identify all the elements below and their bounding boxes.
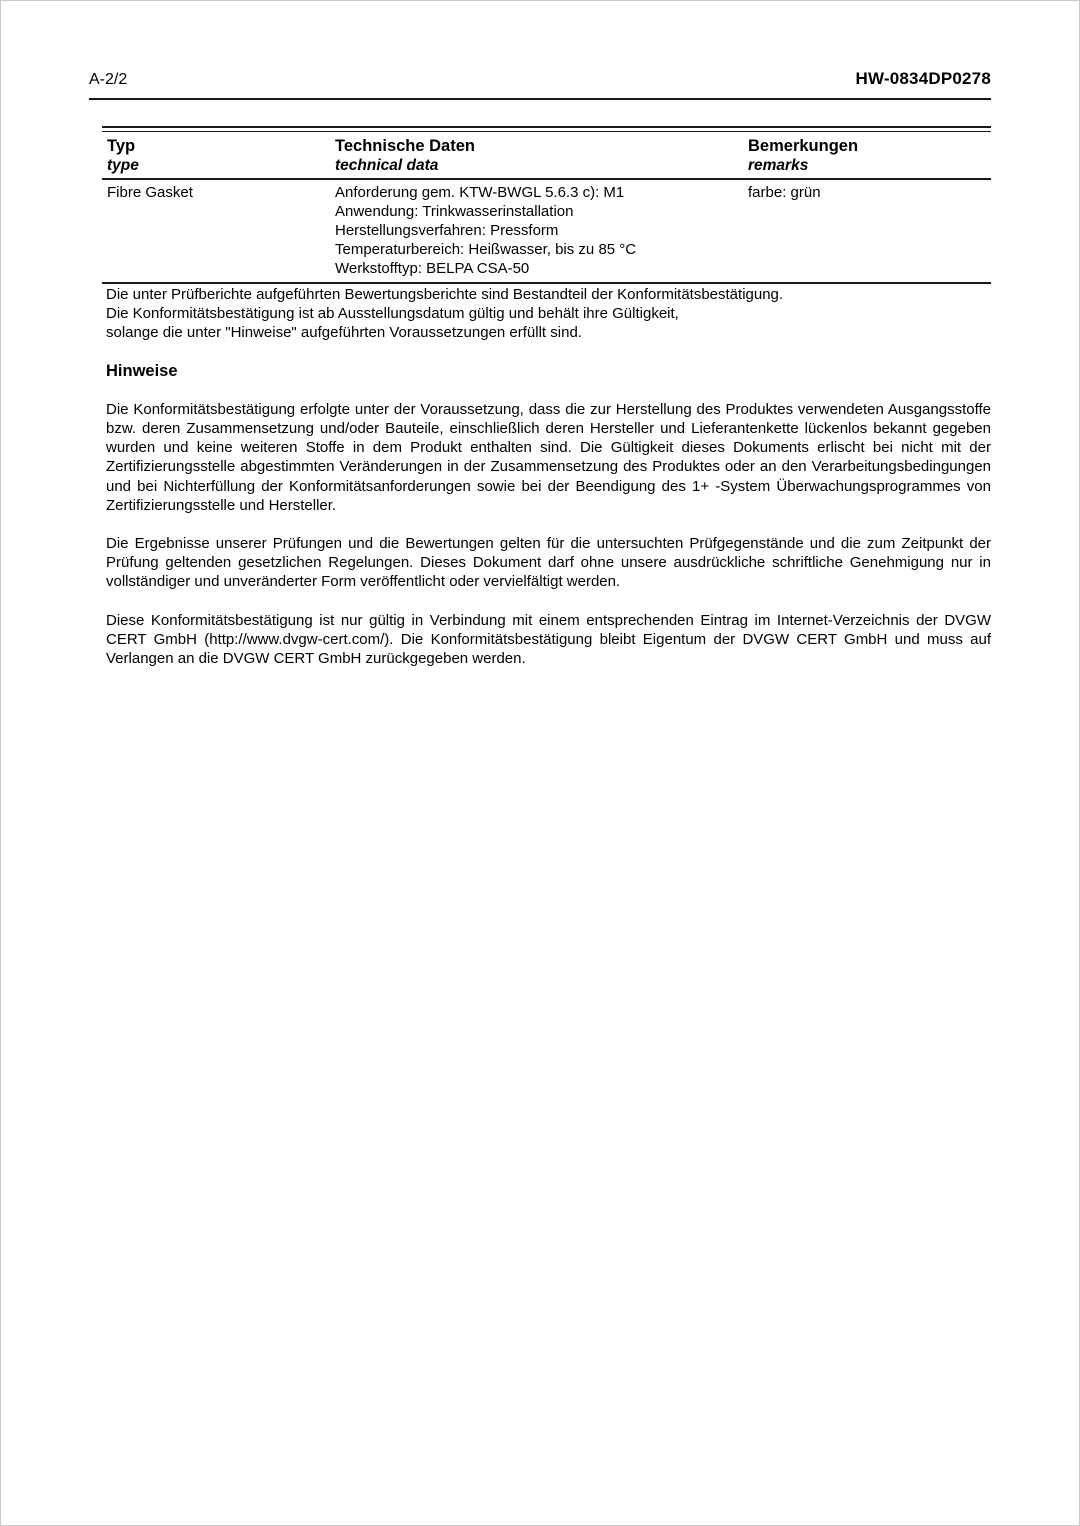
tech-data-line: Werkstofftyp: BELPA CSA-50 [335,260,530,277]
notes-paragraph: Die Ergebnisse unserer Prüfungen und die Bewertungen gelten für die untersuchten Prüfgegenstände und die zum Zeitpunkt der Prüfung geltenden gesetzlichen Regelungen. Dieses Dokument darf ohne unsere ausdrückliche schriftliche Genehmigung nur in vollständiger und unveränderter Form veröffentlicht oder vervielfältigt werden. [106,535,991,591]
intro-paragraph [106,285,991,343]
col-label: Technische Daten [335,137,475,155]
body-content [106,285,991,668]
notes-paragraph: Die Konformitätsbestätigung erfolgte unter der Voraussetzung, dass die zur Herstellung des Produktes verwendeten Ausgangsstoffe bzw. deren Zusammensetzung und/oder Bauteile, einschließlich deren Hersteller und Lieferantenkette lückenlos bekannt gegeben wurden und keine weiteren Stoffe in dem Produkt enthalten sind. Die Gültigkeit dieses Dokuments erlischt bei nicht mit der Zertifizierungsstelle abgestimmten Veränderungen in der Zusammensetzung des Produktes oder an den Verarbeitungsbedingungen und bei Nichterfüllung der Konformitätsanforderungen sowie bei der Beendigung des 1+ -System Überwachungsprogrammes von Zertifizierungsstelle und Hersteller. [106,400,991,514]
remarks-value: farbe: grün [748,184,821,201]
intro-line: Die Konformitätsbestätigung ist ab Ausstellungsdatum gültig und behält ihre Gültigkeit, [106,305,679,323]
tech-data-line: Anwendung: Trinkwasserinstallation [335,203,574,220]
intro-line: Die unter Prüfberichte aufgeführten Bewertungsberichte sind Bestandteil der Konformitätsbestätigung. [106,286,784,303]
col-header-technische-daten [330,136,743,175]
col-header-bemerkungen [743,136,991,175]
cell-technische-daten [330,183,743,278]
col-header-typ [102,136,330,175]
col-sublabel: remarks [748,157,809,174]
col-sublabel: type [107,157,139,174]
tech-data-line: Temperaturbereich: Heißwasser, bis zu 85 °C [335,241,637,258]
spec-table [102,126,991,284]
document-number: HW-0834DP0278 [855,69,991,88]
tech-data-line: Herstellungsverfahren: Pressform [335,222,559,239]
header-rule [89,98,991,100]
tech-data-line: Anforderung gem. KTW-BWGL 5.6.3 c): M1 [335,184,625,201]
notes-paragraph: Diese Konformitätsbestätigung ist nur gültig in Verbindung mit einem entsprechenden Eintrag im Internet-Verzeichnis der DVGW CERT GmbH (http://www.dvgw-cert.com/). Die Konformitätsbestätigung bleibt Eigentum der DVGW CERT GmbH und muss auf Verlangen an die DVGW CERT GmbH zurückgegeben werden. [106,611,991,668]
typ-value: Fibre Gasket [107,184,193,201]
page-number-label: A-2/2 [89,71,128,88]
cell-typ [102,183,330,278]
intro-line: solange die unter "Hinweise" aufgeführten Voraussetzungen erfüllt sind. [106,324,582,342]
table-header-row [102,132,991,180]
col-label: Typ [107,137,136,155]
col-sublabel: technical data [335,157,439,174]
cell-bemerkungen [743,183,991,278]
table-row [102,180,991,284]
notes-heading: Hinweise [106,361,178,380]
page-header [89,69,991,89]
col-label: Bemerkungen [748,137,859,155]
